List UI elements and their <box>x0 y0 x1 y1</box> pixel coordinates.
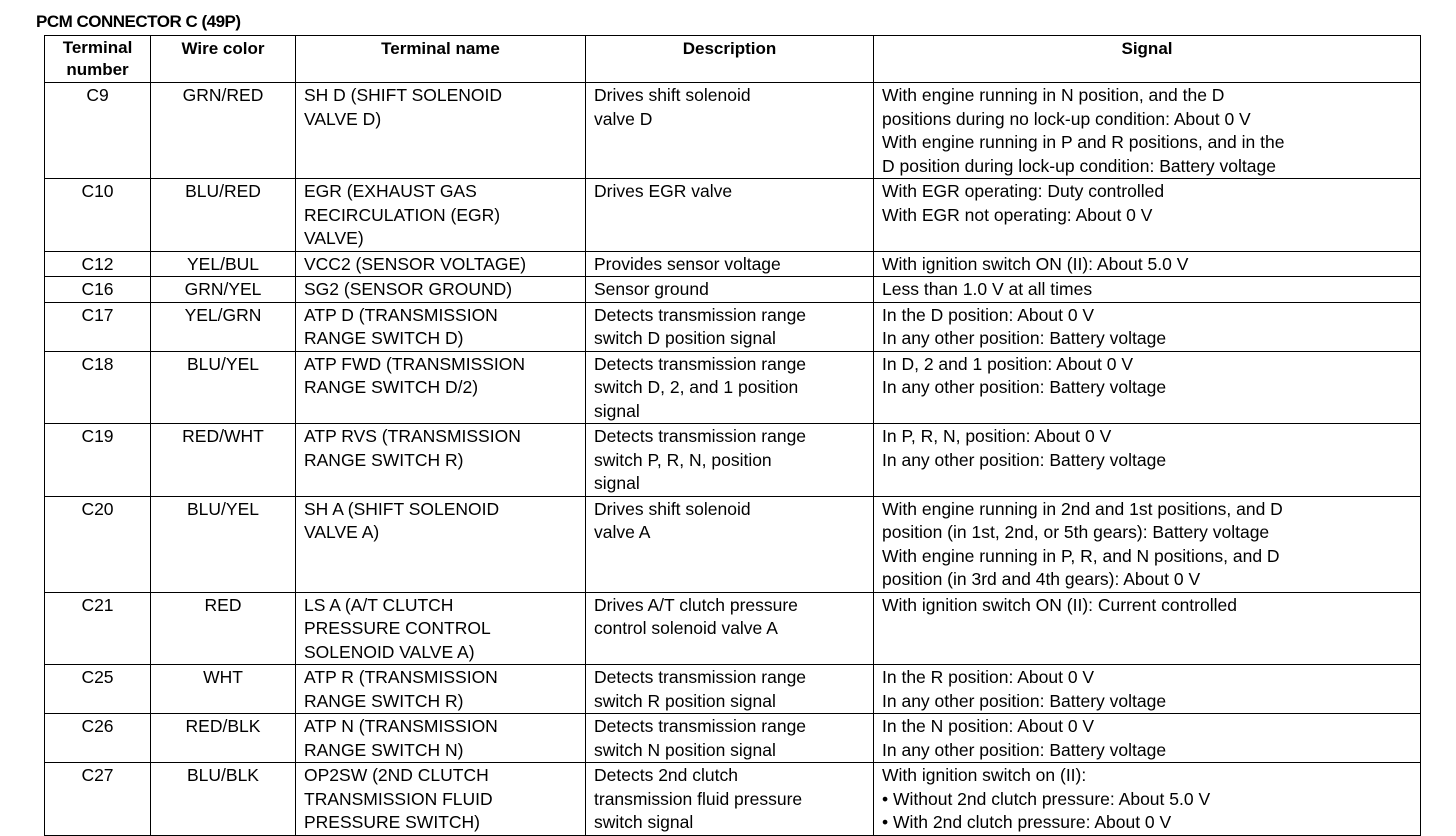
cell-wire-color: YEL/GRN <box>151 302 296 351</box>
cell-wire-color: GRN/RED <box>151 83 296 179</box>
table-row <box>45 496 1421 592</box>
cell-description: Sensor ground <box>586 277 874 303</box>
header-row <box>45 36 1421 83</box>
header-terminal-name: Terminal name <box>296 36 586 83</box>
connector-table <box>44 35 1421 836</box>
cell-description: Drives shift solenoid valve A <box>586 496 874 592</box>
document-title: PCM CONNECTOR C (49P) <box>36 12 241 31</box>
cell-signal: With ignition switch ON (II): Current controlled <box>874 592 1421 665</box>
cell-terminal-number: C26 <box>45 714 151 763</box>
table-row <box>45 763 1421 836</box>
cell-description: Detects 2nd clutch transmission fluid pressure switch signal <box>586 763 874 836</box>
cell-description: Drives EGR valve <box>586 179 874 252</box>
table-row <box>45 277 1421 303</box>
cell-terminal-name: SH D (SHIFT SOLENOID VALVE D) <box>296 83 586 179</box>
table-row <box>45 592 1421 665</box>
table-row <box>45 424 1421 497</box>
cell-terminal-number: C17 <box>45 302 151 351</box>
cell-terminal-number: C21 <box>45 592 151 665</box>
cell-terminal-name: ATP R (TRANSMISSION RANGE SWITCH R) <box>296 665 586 714</box>
cell-terminal-name: ATP N (TRANSMISSION RANGE SWITCH N) <box>296 714 586 763</box>
cell-terminal-number: C19 <box>45 424 151 497</box>
cell-terminal-number: C18 <box>45 351 151 424</box>
cell-terminal-number: C16 <box>45 277 151 303</box>
cell-terminal-name: ATP FWD (TRANSMISSION RANGE SWITCH D/2) <box>296 351 586 424</box>
table-row <box>45 83 1421 179</box>
cell-terminal-name: SG2 (SENSOR GROUND) <box>296 277 586 303</box>
cell-terminal-number: C10 <box>45 179 151 252</box>
cell-wire-color: RED/BLK <box>151 714 296 763</box>
table-row <box>45 251 1421 277</box>
cell-wire-color: BLU/YEL <box>151 496 296 592</box>
cell-signal: In the N position: About 0 V In any other position: Battery voltage <box>874 714 1421 763</box>
header-terminal-number: Terminal number <box>45 36 151 83</box>
cell-wire-color: BLU/YEL <box>151 351 296 424</box>
cell-terminal-number: C20 <box>45 496 151 592</box>
cell-terminal-name: OP2SW (2ND CLUTCH TRANSMISSION FLUID PRESSURE SWITCH) <box>296 763 586 836</box>
cell-signal: Less than 1.0 V at all times <box>874 277 1421 303</box>
table-row <box>45 351 1421 424</box>
cell-signal: In the D position: About 0 V In any other position: Battery voltage <box>874 302 1421 351</box>
cell-description: Detects transmission range switch N position signal <box>586 714 874 763</box>
cell-terminal-number: C27 <box>45 763 151 836</box>
cell-description: Provides sensor voltage <box>586 251 874 277</box>
cell-terminal-number: C9 <box>45 83 151 179</box>
header-wire-color: Wire color <box>151 36 296 83</box>
cell-description: Drives shift solenoid valve D <box>586 83 874 179</box>
cell-description: Detects transmission range switch D, 2, and 1 position signal <box>586 351 874 424</box>
cell-terminal-name: SH A (SHIFT SOLENOID VALVE A) <box>296 496 586 592</box>
cell-wire-color: BLU/BLK <box>151 763 296 836</box>
header-signal: Signal <box>874 36 1421 83</box>
cell-terminal-name: LS A (A/T CLUTCH PRESSURE CONTROL SOLENOID VALVE A) <box>296 592 586 665</box>
cell-description: Detects transmission range switch R position signal <box>586 665 874 714</box>
cell-terminal-number: C12 <box>45 251 151 277</box>
cell-signal: With EGR operating: Duty controlled With EGR not operating: About 0 V <box>874 179 1421 252</box>
cell-terminal-name: VCC2 (SENSOR VOLTAGE) <box>296 251 586 277</box>
cell-signal: With ignition switch ON (II): About 5.0 V <box>874 251 1421 277</box>
cell-terminal-name: ATP D (TRANSMISSION RANGE SWITCH D) <box>296 302 586 351</box>
cell-wire-color: BLU/RED <box>151 179 296 252</box>
cell-description: Drives A/T clutch pressure control solenoid valve A <box>586 592 874 665</box>
cell-wire-color: RED <box>151 592 296 665</box>
cell-description: Detects transmission range switch D position signal <box>586 302 874 351</box>
table-row <box>45 714 1421 763</box>
cell-signal: In the R position: About 0 V In any other position: Battery voltage <box>874 665 1421 714</box>
cell-signal: With engine running in N position, and the D positions during no lock-up condition: About 0 V With engine running in P and R positions, and in the D position during lock-up condition: Battery voltage <box>874 83 1421 179</box>
table-row <box>45 179 1421 252</box>
cell-signal: With ignition switch on (II): • Without 2nd clutch pressure: About 5.0 V • With 2nd clutch pressure: About 0 V <box>874 763 1421 836</box>
cell-wire-color: RED/WHT <box>151 424 296 497</box>
cell-terminal-number: C25 <box>45 665 151 714</box>
cell-signal: In P, R, N, position: About 0 V In any other position: Battery voltage <box>874 424 1421 497</box>
cell-signal: In D, 2 and 1 position: About 0 V In any other position: Battery voltage <box>874 351 1421 424</box>
cell-description: Detects transmission range switch P, R, N, position signal <box>586 424 874 497</box>
cell-wire-color: WHT <box>151 665 296 714</box>
header-description: Description <box>586 36 874 83</box>
cell-terminal-name: EGR (EXHAUST GAS RECIRCULATION (EGR) VALVE) <box>296 179 586 252</box>
cell-wire-color: YEL/BUL <box>151 251 296 277</box>
table-row <box>45 302 1421 351</box>
cell-terminal-name: ATP RVS (TRANSMISSION RANGE SWITCH R) <box>296 424 586 497</box>
cell-signal: With engine running in 2nd and 1st positions, and D position (in 1st, 2nd, or 5th gears): Battery voltage With engine running in P, R, and N positions, and D position (in 3rd and 4th gears): About 0 V <box>874 496 1421 592</box>
cell-wire-color: GRN/YEL <box>151 277 296 303</box>
table-row <box>45 665 1421 714</box>
